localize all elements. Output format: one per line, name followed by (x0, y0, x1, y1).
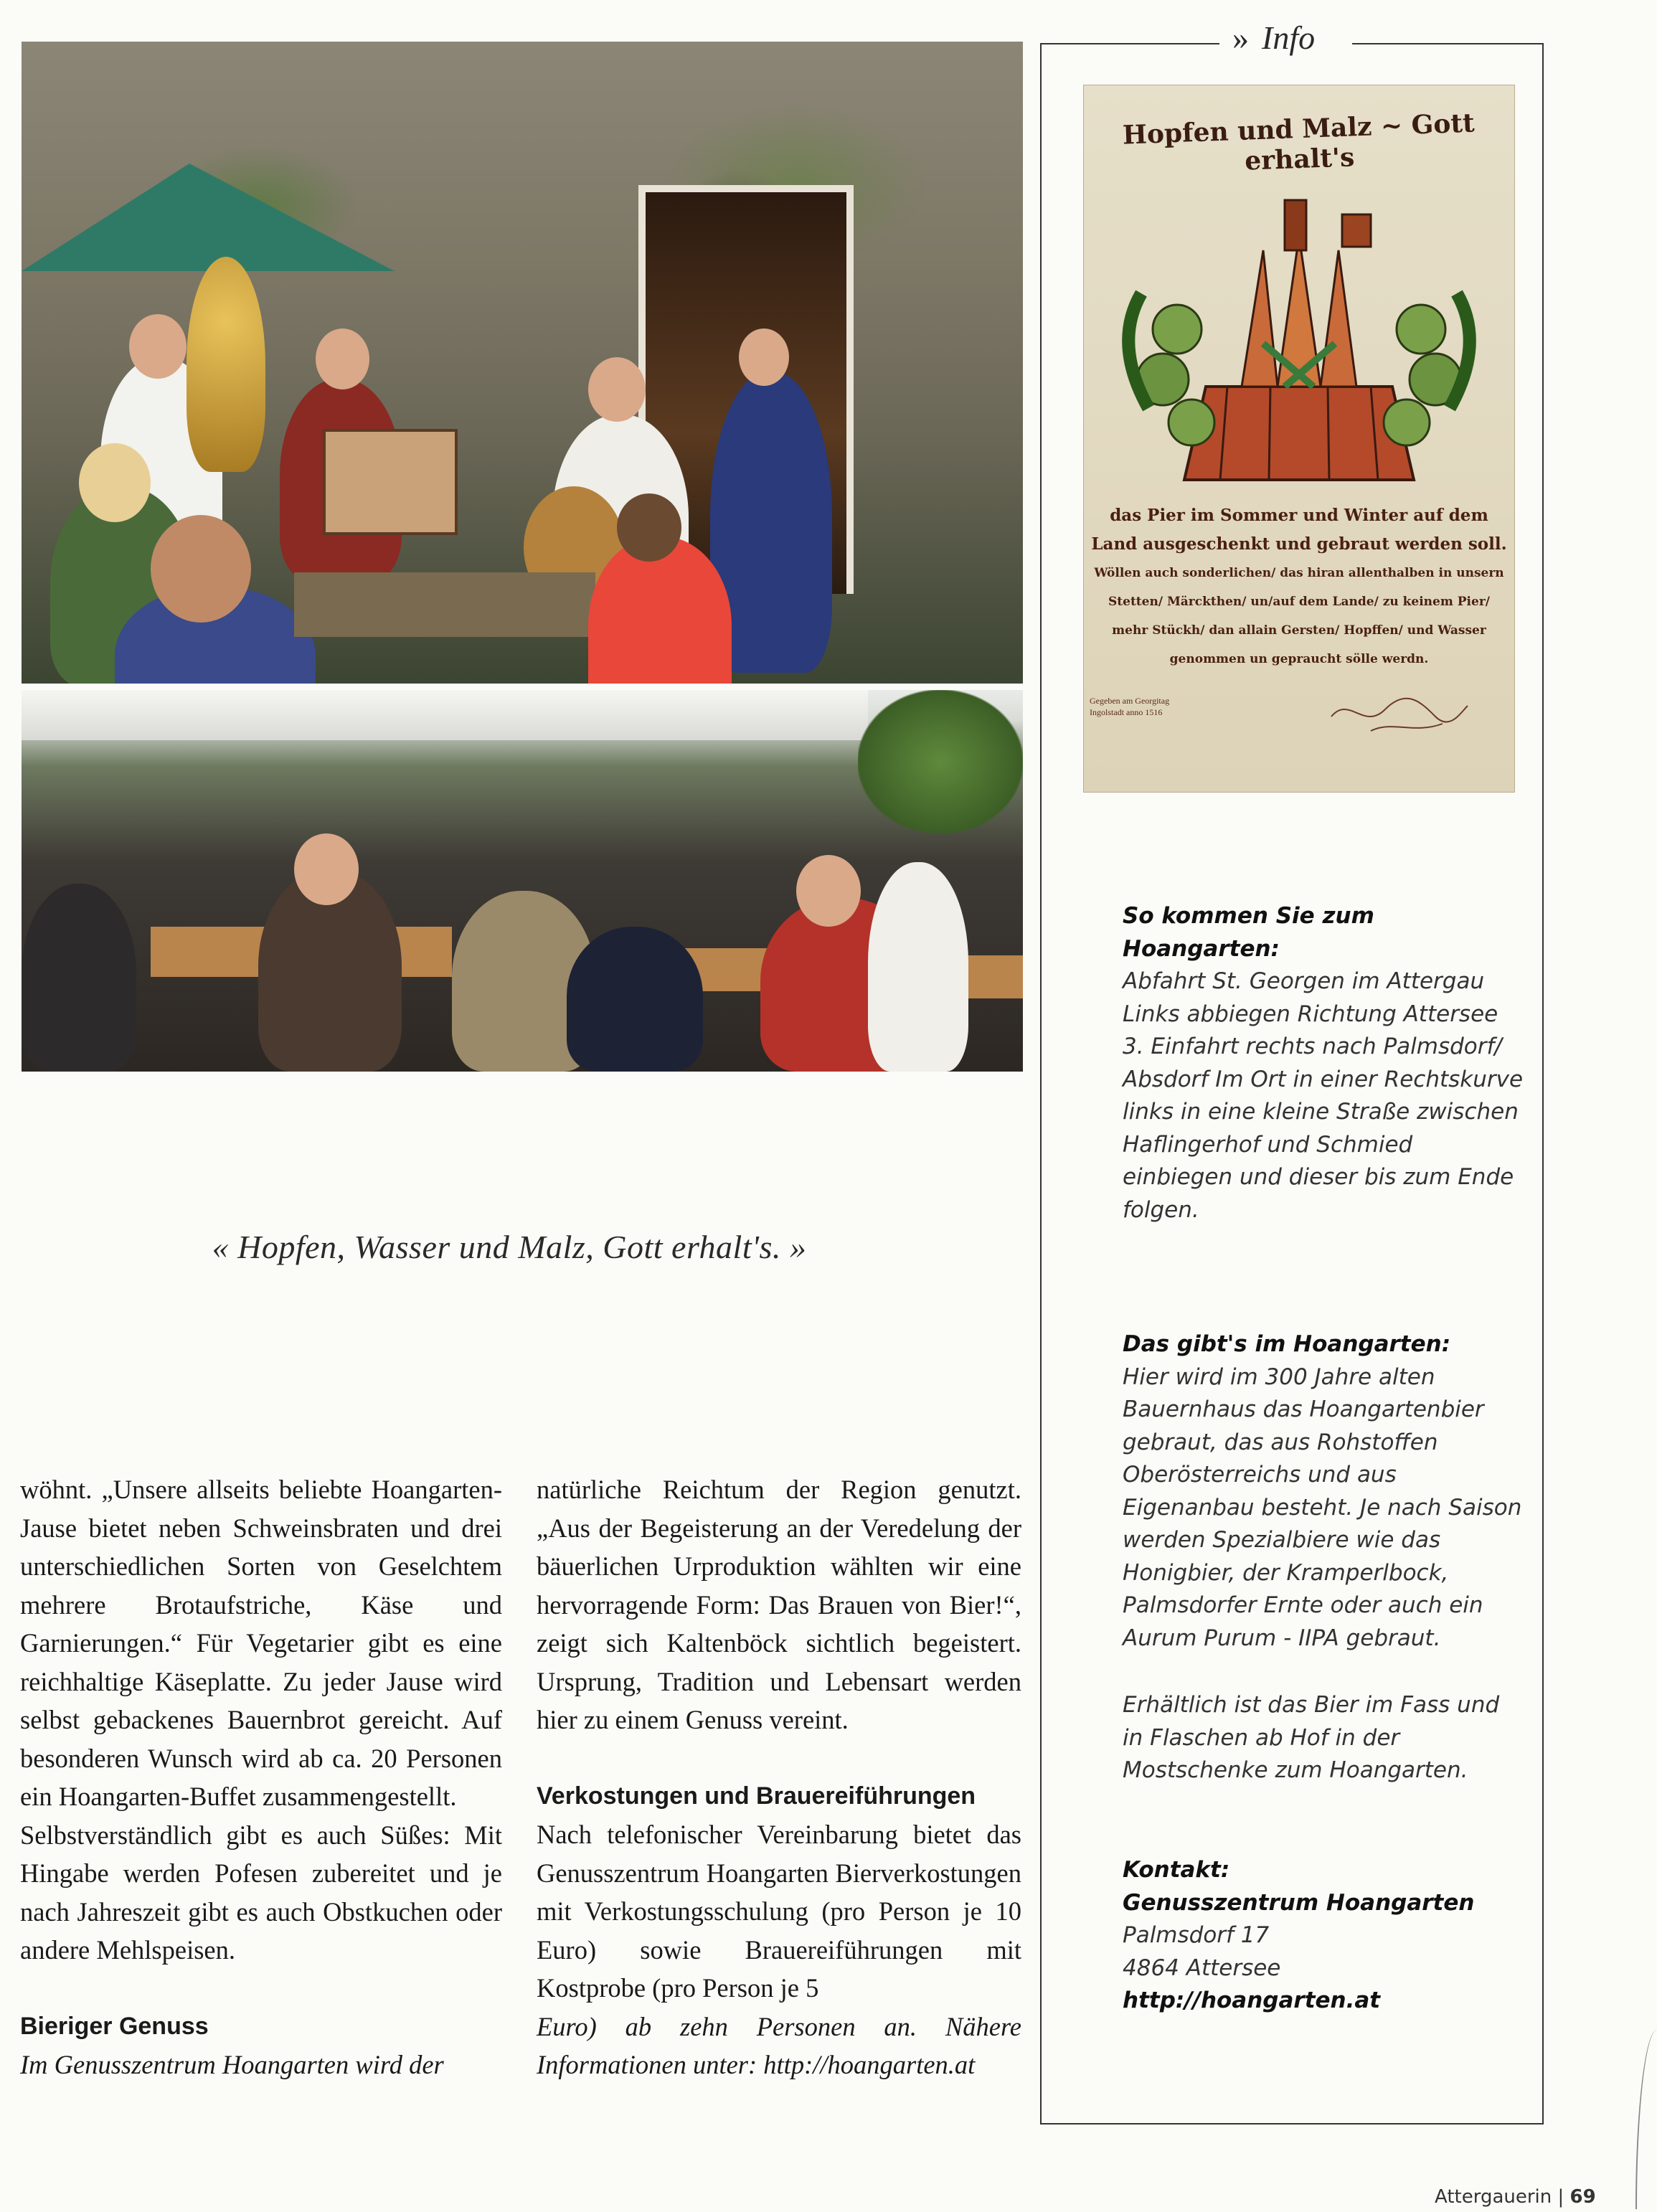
head (588, 357, 646, 422)
head (316, 329, 369, 389)
sign-signature-icon (1328, 688, 1486, 742)
tuba (187, 257, 265, 472)
head (294, 833, 359, 905)
guest (567, 927, 703, 1072)
info-label: Kontakt: (1123, 1857, 1230, 1883)
info-text: Erhältlich ist das Bier im Fass und in Flaschen ab Hof in der Mostschenke zum Hoangarten. (1123, 1692, 1500, 1783)
contact-street: Palmsdorf 17 (1123, 1922, 1270, 1948)
paragraph-italic: Euro) ab zehn Personen an. Nähere Informationen unter: http://hoangarten.at (537, 2011, 1021, 2079)
sign-text (1084, 501, 1514, 673)
sign-title: Hopfen und Malz ~ Gott erhalt's (1122, 108, 1476, 176)
paragraph: Selbstverständlich gibt es auch Süßes: Mit Hingabe werden Pofesen zubereitet und je nach Jahreszeit gibt es auch Obstkuchen oder andere Mehlspeisen. (20, 1820, 502, 1965)
magazine-name: Attergauerin (1435, 2186, 1552, 2208)
sign-footer: Gegeben am Georgitag Ingolstadt anno 1516 (1090, 696, 1170, 717)
photo-musicians-courtyard (22, 42, 1023, 684)
guest (868, 862, 968, 1072)
contact-url-link[interactable]: http://hoangarten.at (1123, 1988, 1381, 2013)
page-edge-curve (1635, 2030, 1657, 2209)
double-arrow-icon: » (1232, 19, 1249, 56)
article-column-middle (537, 1470, 1021, 2084)
head (151, 515, 251, 623)
sign-text-line: genommen un gepraucht sölle werdn. (1169, 652, 1429, 666)
info-heading-label: Info (1262, 19, 1316, 56)
info-label: So kommen Sie zum Hoangarten: (1123, 903, 1374, 962)
head (617, 493, 681, 562)
sign-text-line: Land ausgeschenkt und gebraut werden soll. (1091, 534, 1507, 554)
footer-separator: | (1557, 2186, 1564, 2208)
guest (22, 884, 136, 1072)
tree (858, 690, 1023, 833)
head (129, 314, 187, 379)
info-text: Abfahrt St. Georgen im Attergau Links abbiegen Richtung Attersee 3. Einfahrt rechts nach Palmsdorf/ Absdorf Im Ort in einer Rechtskurve links in eine kleine Straße zwischen Haflingerhof und Schmied einbiegen und dieser bis zum Ende folgen. (1123, 968, 1524, 1223)
photo-crowd-tent (22, 690, 1023, 1072)
page-footer (1435, 2186, 1596, 2208)
info-text: Hier wird im 300 Jahre alten Bauernhaus das Hoangartenbier gebraut, das aus Rohstoffen Oberösterreichs und aus Eigenanbau besteht. Je nach Saison werden Spezialbiere wie das Honigbier, der Kramperlbock, Palmsdorfer Ernte oder auch ein Aurum Purum - IIPA gebraut. (1123, 1363, 1522, 1651)
paragraph: Nach telefonischer Vereinbarung bietet das Genusszentrum Hoangarten Bierverkostungen mit Verkostungsschulung (pro Person je 10 Euro) sowie Brauereiführungen mit Kostprobe (pro Person je 5 (537, 1820, 1021, 2003)
head (79, 443, 151, 522)
sign-text-line: das Pier im Sommer und Winter auf dem (1110, 506, 1488, 525)
info-label: Das gibt's im Hoangarten: (1123, 1331, 1451, 1357)
paragraph: Im Genusszentrum Hoangarten wird der (20, 2050, 444, 2079)
info-directions (1123, 900, 1524, 1226)
info-offer (1123, 1328, 1524, 1655)
pull-quote: « Hopfen, Wasser und Malz, Gott erhalt's. » (212, 1229, 807, 1265)
contact-name: Genusszentrum Hoangarten (1123, 1889, 1475, 1916)
info-box-rule-left (1040, 43, 1219, 44)
sign-text-line: Wöllen auch sonderlichen/ das hiran allenthalben in unsern (1094, 566, 1504, 580)
section-heading: Bieriger Genuss (20, 2012, 209, 2040)
sign-text-line: mehr Stückh/ dan allain Gersten/ Hopffen/ und Wasser (1112, 623, 1486, 638)
page-number: 69 (1569, 2186, 1596, 2208)
info-heading (1227, 19, 1321, 57)
info-availability (1123, 1689, 1524, 1787)
sign-text-line: Stetten/ Märckthen/ un/auf dem Lande/ zu keinem Pier/ (1108, 595, 1490, 609)
head (796, 855, 861, 927)
contact-city: 4864 Attersee (1123, 1955, 1281, 1981)
paragraph: natürliche Reichtum der Region genutzt. „Aus der Begeisterung an der Veredelung der bäuerlichen Urproduktion wählten wir eine hervorragende Form: Das Brauen von Bier!“, zeigt sich Kaltenböck sichtlich begeistert. Ursprung, Tradition und Lebensart werden hier zu einem Genuss vereint. (537, 1475, 1021, 1734)
section-heading: Verkostungen und Brauereiführungen (537, 1782, 976, 1810)
article-column-left (20, 1470, 502, 2084)
brewery-sign-image (1083, 85, 1515, 793)
umbrella (22, 164, 395, 271)
tent-roof (22, 690, 868, 740)
info-box-rule-right (1352, 43, 1542, 44)
accordion (323, 429, 458, 535)
paragraph: wöhnt. „Unsere allseits beliebte Hoangarten-Jause bietet neben Schweinsbraten und drei unterschiedlichen Sorten von Geselchtem mehrere Brotaufstriche, Käse und Garnierungen.“ Für Vegetarier gibt es eine reichhaltige Käseplatte. Zu jeder Jause wird selbst gebackenes Bauernbrot gereicht. Auf besonderen Wunsch wird ab ca. 20 Personen ein Hoangarten-Buffet zusammengestellt. (20, 1475, 502, 1811)
head (739, 329, 789, 386)
table (294, 572, 595, 637)
info-contact (1123, 1854, 1524, 2018)
